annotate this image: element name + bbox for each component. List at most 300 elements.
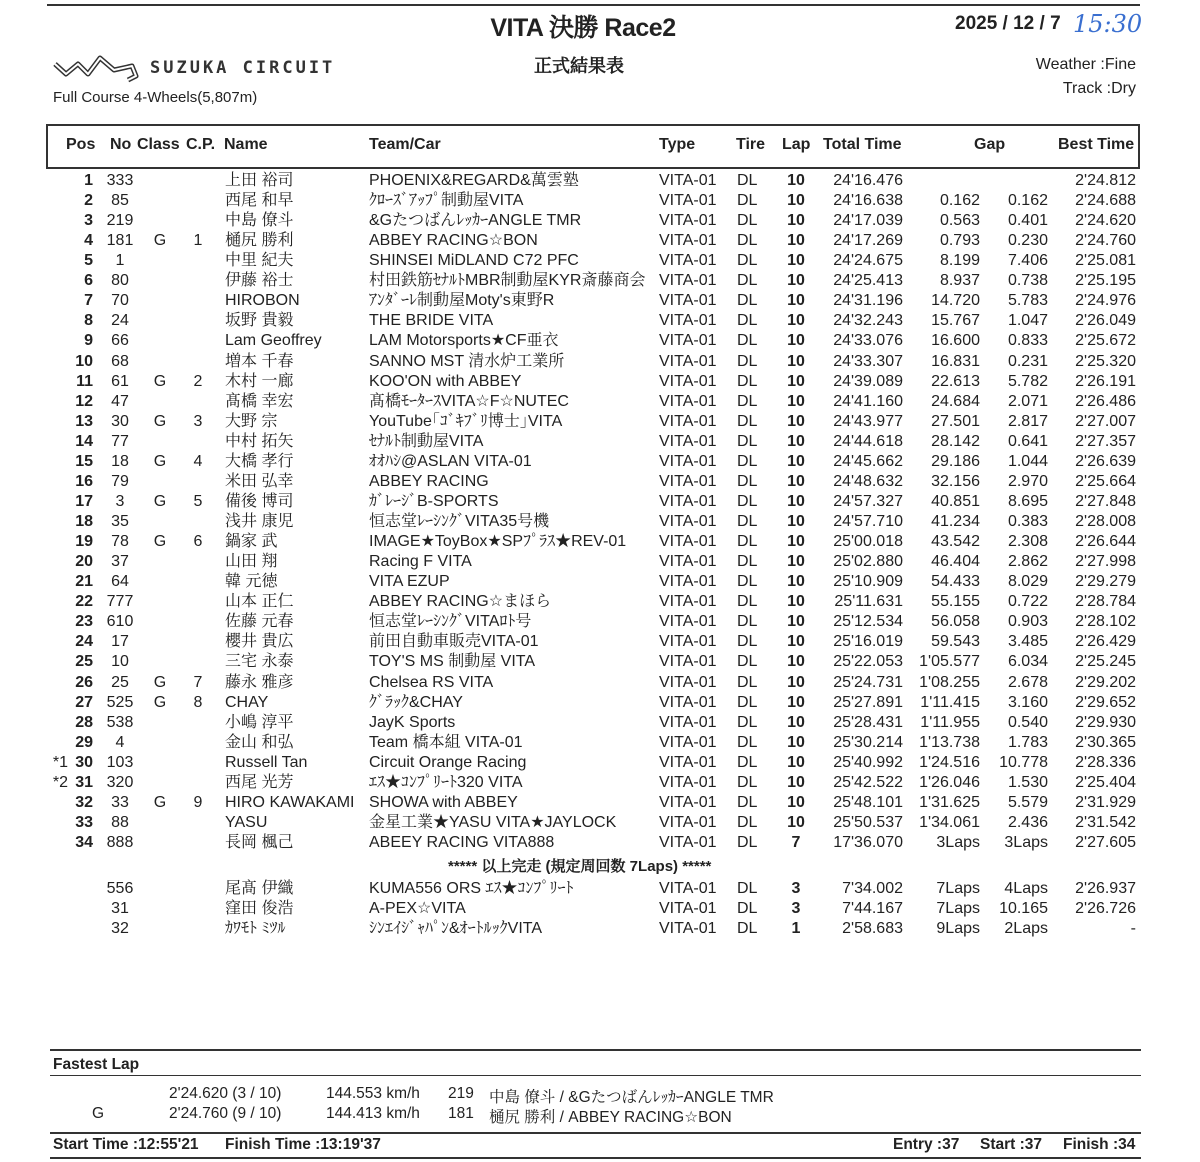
class: G xyxy=(153,412,167,430)
tire: DL xyxy=(737,492,758,510)
gap-to-leader: 46.404 xyxy=(931,553,980,571)
best-time: 2'27.605 xyxy=(1075,833,1136,851)
gap-to-leader: 1'26.046 xyxy=(919,773,980,791)
position: 30 xyxy=(75,753,93,771)
gap-to-previous: 0.738 xyxy=(1007,272,1048,290)
car-number: 610 xyxy=(106,613,134,631)
position: 9 xyxy=(84,332,93,350)
gap-to-leader: 9Laps xyxy=(936,920,980,937)
gap-to-previous: 1.530 xyxy=(1007,773,1048,791)
car-number: 4 xyxy=(115,733,125,751)
tire: DL xyxy=(737,392,758,410)
car-type: VITA-01 xyxy=(659,593,717,611)
tire: DL xyxy=(737,252,758,270)
gap-to-previous: 2.862 xyxy=(1007,553,1048,571)
position: 31 xyxy=(75,773,93,791)
laps: 10 xyxy=(787,753,805,771)
class-position: 5 xyxy=(193,492,203,510)
laps: 10 xyxy=(787,392,805,410)
driver-name: Lam Geoffrey xyxy=(225,332,322,350)
fastest-lap-no: 219 xyxy=(448,1085,474,1102)
car-type: VITA-01 xyxy=(659,653,717,671)
gap-to-previous: 0.162 xyxy=(1007,192,1048,210)
laps: 10 xyxy=(787,653,805,671)
team-car: ｸﾞﾗｯｸ&CHAY xyxy=(369,693,463,711)
laps: 1 xyxy=(791,920,801,937)
best-time: 2'26.644 xyxy=(1075,533,1136,551)
team-car: Circuit Orange Racing xyxy=(369,753,527,771)
car-type: VITA-01 xyxy=(659,813,717,831)
laps: 10 xyxy=(787,412,805,430)
logo-text: SUZUKA CIRCUIT xyxy=(150,58,336,78)
footer-top-rule xyxy=(50,1132,1141,1134)
col-cp: C.P. xyxy=(186,136,216,153)
team-car: ｱﾝﾀﾞｰﾚ制動屋Moty's東野R xyxy=(369,292,555,310)
fastest-lap-speed: 144.413 km/h xyxy=(326,1105,420,1122)
car-number: 525 xyxy=(106,693,134,711)
laps: 10 xyxy=(787,613,805,631)
team-car: 村田鉄筋ｾﾅﾙﾄMBR制動屋KYR斎藤商会 xyxy=(369,272,646,290)
total-time: 17'36.070 xyxy=(833,833,903,851)
gap-to-previous: 0.722 xyxy=(1007,593,1048,611)
best-time: 2'25.320 xyxy=(1075,352,1136,370)
car-number: 64 xyxy=(111,573,129,591)
gap-to-previous: 0.540 xyxy=(1007,713,1048,731)
position: 3 xyxy=(84,212,93,230)
gap-to-previous: 5.783 xyxy=(1007,292,1048,310)
team-car: ABBEY RACING☆まほら xyxy=(369,593,552,611)
driver-name: 佐藤 元春 xyxy=(225,613,294,631)
gap-to-previous: 6.034 xyxy=(1007,653,1048,671)
car-number: 333 xyxy=(106,172,134,189)
car-type: VITA-01 xyxy=(659,513,717,531)
car-number: 70 xyxy=(111,292,129,310)
fastest-lap-class: G xyxy=(92,1105,105,1122)
laps: 10 xyxy=(787,673,805,691)
laps: 10 xyxy=(787,533,805,551)
laps: 10 xyxy=(787,192,805,210)
position: 7 xyxy=(84,292,93,310)
total-time: 24'44.618 xyxy=(833,432,903,450)
car-number: 61 xyxy=(111,372,129,390)
gap-to-previous: 1.783 xyxy=(1007,733,1048,751)
gap-to-leader: 41.234 xyxy=(931,513,980,531)
car-number: 320 xyxy=(106,773,134,791)
total-time: 25'30.214 xyxy=(833,733,903,751)
car-number: 32 xyxy=(111,920,129,937)
weather-info: Weather :Fine xyxy=(1035,56,1136,73)
position: 23 xyxy=(75,613,93,631)
position: 15 xyxy=(75,452,93,470)
team-car: PHOENIX&REGARD&萬雲塾 xyxy=(369,172,579,189)
team-car: IMAGE★ToyBox★SPﾌﾟﾗｽ★REV-01 xyxy=(369,533,627,551)
driver-name: CHAY xyxy=(225,693,269,711)
team-car: 髙橋ﾓｰﾀｰｽVITA☆F☆NUTEC xyxy=(369,392,569,410)
class: G xyxy=(153,673,167,691)
car-number: 777 xyxy=(106,593,134,611)
total-time: 24'16.476 xyxy=(833,172,903,189)
track-info: Track :Dry xyxy=(1062,80,1136,97)
gap-to-leader: 0.162 xyxy=(939,192,980,210)
tire: DL xyxy=(737,472,758,490)
car-type: VITA-01 xyxy=(659,693,717,711)
fastest-lap-rule xyxy=(50,1075,1141,1076)
gap-to-leader: 29.186 xyxy=(931,452,980,470)
tire: DL xyxy=(737,232,758,250)
tire: DL xyxy=(737,172,758,189)
best-time: 2'24.976 xyxy=(1075,292,1136,310)
total-time: 24'33.307 xyxy=(833,352,903,370)
best-time: 2'25.404 xyxy=(1075,773,1136,791)
position: 8 xyxy=(84,312,93,330)
best-time: 2'28.784 xyxy=(1075,593,1136,611)
total-time: 24'32.243 xyxy=(833,312,903,330)
total-time: 25'10.909 xyxy=(833,573,903,591)
gap-to-previous: 8.029 xyxy=(1007,573,1048,591)
gap-to-leader: 14.720 xyxy=(931,292,980,310)
laps: 10 xyxy=(787,472,805,490)
team-car: JayK Sports xyxy=(369,713,456,731)
gap-to-leader: 24.684 xyxy=(931,392,980,410)
driver-name: 西尾 光芳 xyxy=(225,773,294,791)
best-time: 2'25.195 xyxy=(1075,272,1136,290)
best-time: 2'26.049 xyxy=(1075,312,1136,330)
total-time: 25'50.537 xyxy=(833,813,903,831)
gap-to-previous: 8.695 xyxy=(1007,492,1048,510)
best-time: 2'29.202 xyxy=(1075,673,1136,691)
car-type: VITA-01 xyxy=(659,900,717,917)
gap-to-leader: 0.563 xyxy=(939,212,980,230)
driver-name: HIROBON xyxy=(225,292,300,310)
course-info: Full Course 4-Wheels(5,807m) xyxy=(53,89,258,106)
car-type: VITA-01 xyxy=(659,472,717,490)
car-number: 37 xyxy=(111,553,129,571)
team-car: 恒志堂ﾚｰｼﾝｸﾞVITA35号機 xyxy=(369,513,550,531)
gap-to-previous: 4Laps xyxy=(1004,880,1048,897)
tire: DL xyxy=(737,553,758,571)
position: 1 xyxy=(84,172,93,189)
gap-to-leader: 7Laps xyxy=(936,900,980,917)
gap-to-leader: 1'13.738 xyxy=(919,733,980,751)
position: 11 xyxy=(76,372,93,390)
best-time: 2'26.429 xyxy=(1075,633,1136,651)
car-type: VITA-01 xyxy=(659,292,717,310)
gap-to-previous: 2.071 xyxy=(1007,392,1048,410)
driver-name: 大野 宗 xyxy=(225,412,278,430)
gap-to-previous: 2.436 xyxy=(1007,813,1048,831)
gap-to-previous: 0.401 xyxy=(1007,212,1048,230)
driver-name: 尾髙 伊織 xyxy=(225,880,294,897)
position: 24 xyxy=(75,633,93,651)
car-type: VITA-01 xyxy=(659,533,717,551)
team-car: KOO'ON with ABBEY xyxy=(369,372,522,390)
col-no: No xyxy=(110,136,132,153)
class: G xyxy=(153,793,167,811)
laps: 10 xyxy=(787,593,805,611)
best-time: 2'31.929 xyxy=(1075,793,1136,811)
laps: 10 xyxy=(787,292,805,310)
gap-to-previous: 2Laps xyxy=(1004,920,1048,937)
gap-to-leader: 43.542 xyxy=(931,533,980,551)
entry-count: Entry :37 xyxy=(893,1136,960,1153)
driver-name: 韓 元徳 xyxy=(225,573,278,591)
tire: DL xyxy=(737,192,758,210)
best-time: 2'26.937 xyxy=(1075,880,1136,897)
team-car: ABBEY RACING☆BON xyxy=(369,232,538,250)
team-car: 金星工業★YASU VITA★JAYLOCK xyxy=(369,813,617,831)
team-car: 前田自動車販売VITA-01 xyxy=(369,633,539,651)
best-time: 2'24.760 xyxy=(1075,232,1136,250)
laps: 10 xyxy=(787,432,805,450)
team-car: ｶﾞﾚｰｼﾞB-SPORTS xyxy=(369,492,499,510)
position: 16 xyxy=(75,472,93,490)
car-type: VITA-01 xyxy=(659,573,717,591)
driver-name: 鍋家 武 xyxy=(225,533,278,551)
position: 29 xyxy=(75,733,93,751)
total-time: 24'33.076 xyxy=(833,332,903,350)
fastest-lap-title: Fastest Lap xyxy=(53,1056,140,1073)
tire: DL xyxy=(737,920,758,937)
car-number: 80 xyxy=(111,272,129,290)
car-type: VITA-01 xyxy=(659,753,717,771)
car-type: VITA-01 xyxy=(659,212,717,230)
suzuka-logo-icon xyxy=(52,52,142,84)
total-time: 7'44.167 xyxy=(842,900,903,917)
driver-name: 西尾 和早 xyxy=(225,192,294,210)
col-total: Total Time xyxy=(823,136,902,153)
team-car: SHOWA with ABBEY xyxy=(369,793,518,811)
car-type: VITA-01 xyxy=(659,412,717,430)
car-number: 85 xyxy=(111,192,129,210)
best-time: 2'26.726 xyxy=(1075,900,1136,917)
laps: 10 xyxy=(787,513,805,531)
top-rule xyxy=(47,4,1140,6)
car-number: 888 xyxy=(106,833,134,851)
gap-to-previous: 2.308 xyxy=(1007,533,1048,551)
driver-name: ｶﾜﾓﾄ ﾐﾂﾙ xyxy=(225,920,286,937)
car-number: 47 xyxy=(111,392,129,410)
car-number: 30 xyxy=(111,412,129,430)
car-number: 3 xyxy=(115,492,125,510)
tire: DL xyxy=(737,793,758,811)
tire: DL xyxy=(737,900,758,917)
car-number: 78 xyxy=(111,533,129,551)
driver-name: 木村 一廊 xyxy=(225,372,294,390)
tire: DL xyxy=(737,332,758,350)
tire: DL xyxy=(737,432,758,450)
laps: 7 xyxy=(791,833,801,851)
position: 12 xyxy=(75,392,93,410)
car-type: VITA-01 xyxy=(659,432,717,450)
best-time: 2'26.639 xyxy=(1075,452,1136,470)
class-position: 4 xyxy=(193,452,203,470)
col-class: Class xyxy=(137,136,180,153)
driver-name: 櫻井 貴広 xyxy=(225,633,294,651)
gap-to-leader: 22.613 xyxy=(931,372,980,390)
team-car: &GたつばんﾚｯｶｰANGLE TMR xyxy=(369,212,582,230)
col-tire: Tire xyxy=(736,136,766,153)
car-number: 35 xyxy=(111,513,129,531)
finish-count: Finish :34 xyxy=(1063,1136,1136,1153)
team-car: Racing F VITA xyxy=(369,553,472,571)
best-time: 2'30.365 xyxy=(1075,733,1136,751)
col-team: Team/Car xyxy=(369,136,441,153)
gap-to-leader: 27.501 xyxy=(931,412,980,430)
row-mark: *2 xyxy=(52,773,68,791)
total-time: 24'17.039 xyxy=(833,212,903,230)
total-time: 25'42.522 xyxy=(833,773,903,791)
car-number: 103 xyxy=(106,753,134,771)
gap-to-leader: 1'34.061 xyxy=(919,813,980,831)
gap-to-leader: 7Laps xyxy=(936,880,980,897)
position: 2 xyxy=(84,192,93,210)
col-best: Best Time xyxy=(1058,136,1135,153)
tire: DL xyxy=(737,513,758,531)
position: 26 xyxy=(75,673,93,691)
driver-name: 小嶋 淳平 xyxy=(225,713,294,731)
car-number: 219 xyxy=(106,212,134,230)
team-car: THE BRIDE VITA xyxy=(369,312,494,330)
car-type: VITA-01 xyxy=(659,773,717,791)
position: 28 xyxy=(75,713,93,731)
position: 34 xyxy=(75,833,93,851)
best-time: 2'28.008 xyxy=(1075,513,1136,531)
car-type: VITA-01 xyxy=(659,920,717,937)
class: G xyxy=(153,492,167,510)
driver-name: HIRO KAWAKAMI xyxy=(225,793,355,811)
gap-to-previous: 10.165 xyxy=(999,900,1048,917)
driver-name: 大橋 孝行 xyxy=(225,452,294,470)
gap-to-leader: 32.156 xyxy=(931,472,980,490)
class: G xyxy=(153,533,167,551)
gap-to-leader: 40.851 xyxy=(931,492,980,510)
tire: DL xyxy=(737,573,758,591)
best-time: 2'29.652 xyxy=(1075,693,1136,711)
total-time: 24'57.710 xyxy=(833,513,903,531)
laps: 3 xyxy=(791,900,801,917)
best-time: 2'25.664 xyxy=(1075,472,1136,490)
tire: DL xyxy=(737,613,758,631)
best-time: 2'29.279 xyxy=(1075,573,1136,591)
laps: 10 xyxy=(787,733,805,751)
total-time: 25'24.731 xyxy=(833,673,903,691)
team-car: ABEEY RACING VITA888 xyxy=(369,833,555,851)
tire: DL xyxy=(737,653,758,671)
car-type: VITA-01 xyxy=(659,372,717,390)
laps: 10 xyxy=(787,172,805,189)
class-position: 1 xyxy=(193,232,203,250)
car-type: VITA-01 xyxy=(659,272,717,290)
gap-to-leader: 1'05.577 xyxy=(919,653,980,671)
tire: DL xyxy=(737,312,758,330)
best-time: 2'25.081 xyxy=(1075,252,1136,270)
class-position: 6 xyxy=(193,533,203,551)
team-car: Team 橋本組 VITA-01 xyxy=(369,733,523,751)
gap-to-previous: 1.047 xyxy=(1007,312,1048,330)
car-type: VITA-01 xyxy=(659,880,717,897)
car-number: 10 xyxy=(111,653,129,671)
best-time: 2'27.007 xyxy=(1075,412,1136,430)
laps: 10 xyxy=(787,352,805,370)
best-time: 2'27.848 xyxy=(1075,492,1136,510)
class-position: 3 xyxy=(193,412,203,430)
start-count: Start :37 xyxy=(980,1136,1043,1153)
gap-to-leader: 54.433 xyxy=(931,573,980,591)
tire: DL xyxy=(737,593,758,611)
fastest-lap-driver: 中島 僚斗 / &GたつばんﾚｯｶｰANGLE TMR xyxy=(489,1089,774,1106)
gap-to-previous: 0.230 xyxy=(1007,232,1048,250)
total-time: 24'25.413 xyxy=(833,272,903,290)
position: 20 xyxy=(75,553,93,571)
position: 6 xyxy=(84,272,93,290)
car-type: VITA-01 xyxy=(659,553,717,571)
car-number: 33 xyxy=(111,793,129,811)
team-car: TOY'S MS 制動屋 VITA xyxy=(369,653,536,671)
best-time: 2'24.620 xyxy=(1075,212,1136,230)
team-car: YouTube｢ｺﾞｷﾌﾞﾘ博士｣VITA xyxy=(369,412,563,430)
position: 18 xyxy=(75,513,93,531)
gap-to-leader: 1'08.255 xyxy=(919,673,980,691)
team-car: SANNO MST 清水炉工業所 xyxy=(369,352,565,370)
gap-to-leader: 0.793 xyxy=(939,232,980,250)
laps: 10 xyxy=(787,492,805,510)
driver-name: 坂野 貴毅 xyxy=(225,312,294,330)
team-car: Chelsea RS VITA xyxy=(369,673,494,691)
laps: 10 xyxy=(787,793,805,811)
car-number: 31 xyxy=(111,900,129,917)
total-time: 7'34.002 xyxy=(842,880,903,897)
laps: 10 xyxy=(787,452,805,470)
finish-time: Finish Time :13:19'37 xyxy=(225,1136,381,1153)
total-time: 25'11.631 xyxy=(834,593,903,611)
total-time: 24'31.196 xyxy=(833,292,903,310)
team-car: ｵｵﾊｼ@ASLAN VITA-01 xyxy=(369,452,532,470)
gap-to-previous: 1.044 xyxy=(1007,452,1048,470)
total-time: 25'02.880 xyxy=(833,553,903,571)
car-number: 68 xyxy=(111,352,129,370)
tire: DL xyxy=(737,833,758,851)
class: G xyxy=(153,372,167,390)
laps: 10 xyxy=(787,573,805,591)
position: 17 xyxy=(75,492,93,510)
class: G xyxy=(153,452,167,470)
gap-to-leader: 8.937 xyxy=(939,272,980,290)
col-lap: Lap xyxy=(782,136,811,153)
laps: 10 xyxy=(787,212,805,230)
best-time: 2'28.336 xyxy=(1075,753,1136,771)
car-number: 18 xyxy=(111,452,129,470)
car-number: 1 xyxy=(115,252,125,270)
total-time: 25'28.431 xyxy=(833,713,903,731)
total-time: 24'57.327 xyxy=(833,492,903,510)
car-type: VITA-01 xyxy=(659,673,717,691)
gap-to-previous: 3Laps xyxy=(1004,833,1048,851)
car-number: 556 xyxy=(106,880,134,897)
position: 5 xyxy=(84,252,93,270)
driver-name: 増本 千春 xyxy=(225,352,294,370)
col-name: Name xyxy=(224,136,268,153)
handwritten-time: 15:30 xyxy=(1073,10,1143,38)
total-time: 24'48.632 xyxy=(833,472,903,490)
gap-to-leader: 16.831 xyxy=(931,352,980,370)
driver-name: 窪田 俊浩 xyxy=(225,900,294,917)
best-time: 2'26.191 xyxy=(1075,372,1136,390)
total-time: 25'16.019 xyxy=(833,633,903,651)
driver-name: 米田 弘幸 xyxy=(225,472,294,490)
gap-to-leader: 1'11.955 xyxy=(920,713,980,731)
col-type: Type xyxy=(659,136,696,153)
fastest-lap-no: 181 xyxy=(448,1105,474,1122)
